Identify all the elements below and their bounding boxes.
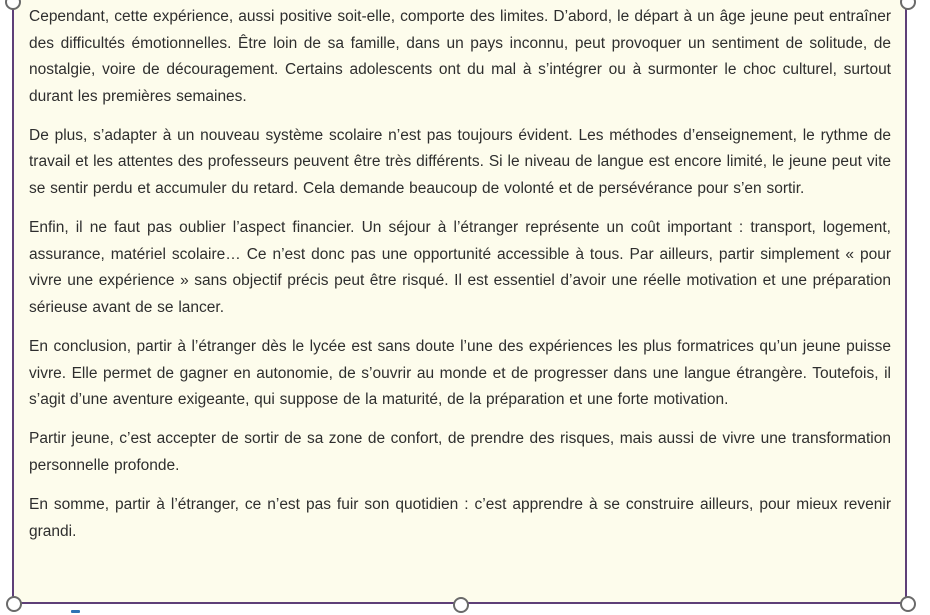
selected-text-box[interactable] [12,0,907,604]
resize-handle-top-left[interactable] [5,0,21,10]
resize-handle-bottom-right[interactable] [900,596,916,612]
paragraph-systeme-scolaire: De plus, s’adapter à un nouveau système scolaire n’est pas toujours évident. Les méthodes d’enseignement, le rythme de travail et les attentes des professeurs peuvent être très différents. Si le niveau de langue est encore limité, le jeune peut vite se sentir perdu et accumuler du retard. Cela demande beaucoup de volonté et de persévérance pour s’en sortir. [29,126,891,198]
paragraph-aspect-financier: Enfin, il ne faut pas oublier l’aspect financier. Un séjour à l’étranger représente un coût important : transport, logement, assurance, matériel scolaire… Ce n’est donc pas une opportunité accessible à tous. Par ailleurs, partir simplement « pour vivre une expérience » sans objectif précis peut être risqué. Il est essentiel d’avoir une réelle motivation et une préparation sérieuse avant de se lancer. [29,219,891,316]
paragraph-en-somme: En somme, partir à l’étranger, ce n’est pas fuir son quotidien : c’est apprendre à se construire ailleurs, pour mieux revenir grandi. [29,496,891,540]
paragraph-partir-jeune: Partir jeune, c’est accepter de sortir de sa zone de confort, de prendre des risques, mais aussi de vivre une transformation personnelle profonde. [29,430,891,474]
resize-handle-bottom-center[interactable] [453,597,469,613]
text-box-content [14,0,905,545]
paragraph-conclusion: En conclusion, partir à l’étranger dès le lycée est sans doute l’une des expériences les plus formatrices qu’un jeune puisse vivre. Elle permet de gagner en autonomie, de s’ouvrir au monde et de progresser dans une langue étrangère. Toutefois, il s’agit d’une aventure exigeante, qui suppose de la maturité, de la préparation et une forte motivation. [29,338,891,409]
cropped-text-fragment [71,610,80,613]
resize-handle-bottom-left[interactable] [6,596,22,612]
resize-handle-top-right[interactable] [900,0,916,10]
paragraph-limites-emotionnelles: Cependant, cette expérience, aussi positive soit-elle, comporte des limites. D’abord, le départ à un âge jeune peut entraîner des difficultés émotionnelles. Être loin de sa famille, dans un pays inconnu, peut provoquer un sentiment de solitude, de nostalgie, voire de découragement. Certains adolescents ont du mal à s’intégrer ou à surmonter le choc culturel, surtout durant les premières semaines. [29,8,891,105]
